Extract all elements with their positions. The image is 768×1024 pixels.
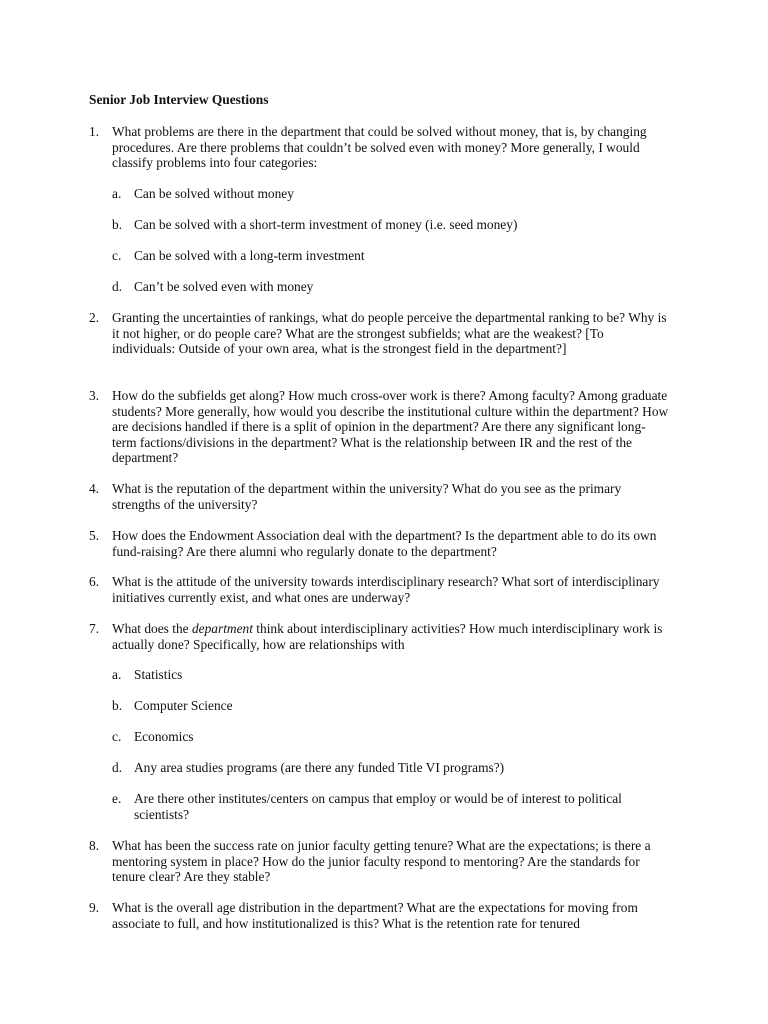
- question-1-sub-b: [112, 217, 652, 233]
- question-2: [89, 310, 669, 357]
- question-text: How do the subfields get along? How much cross-over work is there? Among faculty? Among graduate students? More generally, how would you describe the institutional culture within the department? How are decisions handled if there is a split of opinion in the department? Are there any significant long-term factions/divisions in the department? What is the relationship between IR and the rest of the department?: [112, 388, 669, 466]
- question-number: 8.: [89, 838, 100, 853]
- question-text: [112, 621, 669, 652]
- sub-letter: a.: [112, 186, 122, 201]
- question-number: 1.: [89, 124, 100, 139]
- sub-letter: c.: [112, 248, 122, 263]
- sub-text: Can’t be solved even with money: [134, 279, 314, 294]
- question-number: 2.: [89, 310, 100, 325]
- sub-text: Computer Science: [134, 698, 233, 713]
- sub-text: Are there other institutes/centers on campus that employ or would be of interest to political scientists?: [134, 791, 622, 822]
- question-text: What is the reputation of the department within the university? What do you see as the primary strengths of the university?: [112, 481, 622, 512]
- question-8: [89, 838, 669, 885]
- sub-text: Statistics: [134, 667, 183, 682]
- question-7-sub-e: [112, 791, 632, 822]
- question-7-sub-d: [112, 760, 652, 776]
- sub-letter: c.: [112, 729, 122, 744]
- question-text: What is the overall age distribution in the department? What are the expectations for moving from associate to full, and how institutionalized is this? What is the retention rate for tenured: [112, 900, 638, 931]
- question-text: How does the Endowment Association deal with the department? Is the department able to do its own fund-raising? Are there alumni who regularly donate to the department?: [112, 528, 657, 559]
- sub-letter: a.: [112, 667, 122, 682]
- sub-text: Can be solved with a long-term investment: [134, 248, 365, 263]
- question-number: 9.: [89, 900, 100, 915]
- sub-letter: d.: [112, 760, 123, 775]
- question-7: [89, 621, 669, 652]
- question-7-sub-b: [112, 698, 652, 714]
- question-1: [89, 124, 669, 171]
- question-text: Granting the uncertainties of rankings, what do people perceive the departmental ranking to be? Why is it not higher, or do people care? What are the strongest subfields; what are the weakest? [To individuals: Outside of your own area, what is the strongest field in the department?]: [112, 310, 667, 357]
- question-7-sub-c: [112, 729, 652, 745]
- question-4: [89, 481, 669, 512]
- question-7-sub-a: [112, 667, 652, 683]
- question-text-part: What does the: [112, 621, 192, 636]
- question-number: 7.: [89, 621, 100, 636]
- sub-letter: e.: [112, 791, 122, 806]
- question-6: [89, 574, 669, 605]
- question-1-sub-c: [112, 248, 652, 264]
- sub-text: Any area studies programs (are there any funded Title VI programs?): [134, 760, 505, 775]
- sub-text: Can be solved without money: [134, 186, 294, 201]
- document-title: Senior Job Interview Questions: [89, 92, 269, 107]
- question-1-sub-a: [112, 186, 652, 202]
- question-1-sub-d: [112, 279, 652, 295]
- emphasis-text: department: [191, 621, 253, 636]
- question-3: [89, 388, 669, 466]
- question-number: 5.: [89, 528, 100, 543]
- sub-text: Economics: [134, 729, 194, 744]
- sub-letter: d.: [112, 279, 123, 294]
- question-5: [89, 528, 669, 559]
- question-text: What is the attitude of the university towards interdisciplinary research? What sort of interdisciplinary initiatives currently exist, and what ones are underway?: [112, 574, 660, 605]
- question-text: What has been the success rate on junior faculty getting tenure? What are the expectations; is there a mentoring system in place? How do the junior faculty respond to mentoring? Are the standards for tenure clear? Are they stable?: [112, 838, 651, 885]
- question-number: 3.: [89, 388, 100, 403]
- question-9: [89, 900, 669, 931]
- question-text-part: think about interdisciplinary activities? How much interdisciplinary work is actually done? Specifically, how are relationships with: [112, 621, 663, 652]
- sub-letter: b.: [112, 217, 123, 232]
- sub-letter: b.: [112, 698, 123, 713]
- question-number: 6.: [89, 574, 100, 589]
- question-text: What problems are there in the department that could be solved without money, that is, by changing procedures. Are there problems that couldn’t be solved even with money? More generally, I would classify problems into four categories:: [112, 124, 647, 171]
- question-number: 4.: [89, 481, 100, 496]
- sub-text: Can be solved with a short-term investment of money (i.e. seed money): [134, 217, 518, 232]
